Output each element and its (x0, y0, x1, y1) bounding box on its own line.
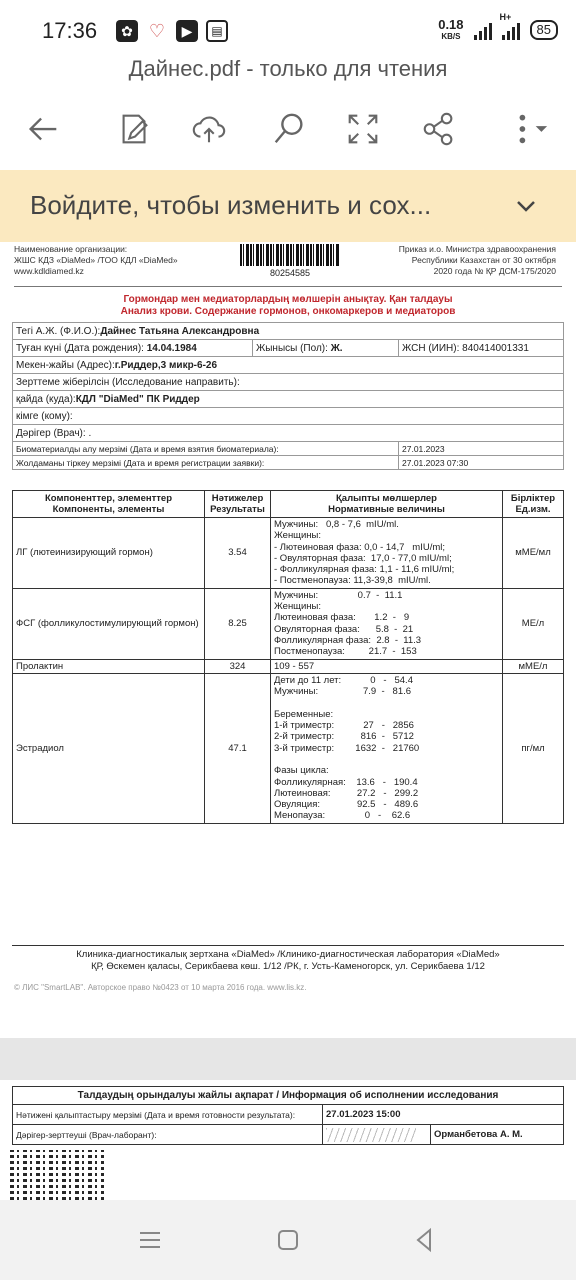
pdf-page (0, 242, 576, 1038)
search-icon (270, 110, 308, 148)
execution-heading: Талдаудың орындалуы жайлы ақпарат / Информация об исполнении исследования (13, 1087, 564, 1105)
copyright-text: © ЛИС "SmartLAB". Авторское право №0423 от 10 марта 2016 года. www.lis.kz. (14, 983, 307, 992)
patient-info-table (12, 322, 564, 470)
lab-doctor-name: Орманбетова А. М. (431, 1125, 564, 1145)
component-name: ФСГ (фолликулостимулирующий гормон) (13, 588, 205, 659)
barcode-image (240, 244, 340, 266)
ready-date-value: 27.01.2023 15:00 (323, 1105, 564, 1125)
nav-recents-button[interactable] (130, 1220, 170, 1260)
org-header: Наименование организации: ЖШС КДЗ «DiaMed» /ТОО КДЛ «DiaMed» www.kdldiamed.kz (14, 244, 178, 276)
upload-button[interactable] (184, 104, 234, 154)
table-row (13, 518, 564, 589)
barcode (240, 244, 340, 278)
unit: мМЕ/л (503, 659, 564, 673)
execution-info-table (12, 1086, 564, 1145)
notification-icons (116, 20, 228, 42)
lab-doctor-label: Дәрігер-зерттеуші (Врач-лаборант): (13, 1125, 323, 1145)
component-name: Пролактин (13, 659, 205, 673)
status-right (438, 12, 558, 42)
share-button[interactable] (414, 104, 464, 154)
network-speed: 0.18 KB/S (438, 17, 464, 41)
document-title: Дайнес.pdf - только для чтения (128, 56, 448, 81)
signin-banner-text: Войдите, чтобы изменить и сох... (30, 190, 432, 220)
sample-date-label: Биоматериалды алу мерзімі (Дата и время взятия биоматериала): (13, 442, 399, 456)
app-notification-icon: ✿ (116, 20, 138, 42)
result-value: 47.1 (205, 673, 271, 823)
signin-banner[interactable] (0, 170, 576, 242)
youtube-icon: ▶ (176, 20, 198, 42)
reference-range: Мужчины: 0.7 - 11.1 Женщины: Лютеиновая фаза: 1.2 - 9 Овуляторная фаза: 5.8 - 21 Фолликулярная фаза: 2.8 - 11.3 Постменопауза: 21.7 - 153 (271, 588, 503, 659)
reference-range: Дети до 11 лет: 0 - 54.4 Мужчины: 7.9 - 81.6 Беременные: 1-й триместр: 27 - 2856 2-й триместр: 816 - 5712 3-й триместр: 1632 - 21760 Фазы цикла: Фолликулярная: 13.6 - 190.4 Лютеиновая: 27.2 - 299.2 Овуляция: 92.5 - 489.6 Менопауза: 0 - 62.6 (271, 673, 503, 823)
header-unit: Бірліктер Ед.изм. (503, 491, 564, 518)
result-value: 8.25 (205, 588, 271, 659)
app-bar (0, 56, 576, 170)
reg-date-value: 27.01.2023 07:30 (399, 456, 564, 470)
pdf-page-2 (0, 1080, 576, 1200)
whom-row: кімге (кому): (13, 408, 564, 425)
unit: МЕ/л (503, 588, 564, 659)
table-row (13, 588, 564, 659)
search-button[interactable] (264, 104, 314, 154)
report-title: Гормондар мен медиаторлардың мөлшерін анықтау. Қан талдауы Анализ крови. Содержание гормонов, онкомаркеров и медиаторов (120, 294, 456, 317)
nav-home-icon (274, 1226, 302, 1254)
patient-name-row: Тегі А.Ж. (Ф.И.О.):Дайнес Татьяна Александровна (13, 323, 564, 340)
address-row: Мекен-жайы (Адрес):г.Риддер,3 микр-6-26 (13, 357, 564, 374)
divider (14, 286, 562, 287)
mobile-data-icon: H+ (502, 20, 520, 40)
sex-cell: Жынысы (Пол): Ж. (253, 340, 399, 357)
nav-back-button[interactable] (404, 1220, 444, 1260)
ready-date-label: Нәтижені қалыптастыру мерзімі (Дата и время готовности результата): (13, 1105, 323, 1125)
status-bar (0, 0, 576, 56)
order-reference: Приказ и.о. Министра здравоохранения Республики Казахстан от 30 октября 2020 года № ҚР ДСМ-175/2020 (398, 244, 556, 276)
system-nav-bar (0, 1200, 576, 1280)
edit-document-icon (116, 110, 154, 148)
lab-footer: Клиника-диагностикалық зертхана «DiaMed» /Клинико-диагностическая лаборатория «DiaMed» ҚР, Өскемен қаласы, Серикбаева көш. 1/12 /РК, г. Усть-Каменогорск, ул. Серикбаева 1/12 (76, 949, 500, 972)
component-name: Эстрадиол (13, 673, 205, 823)
status-time: 17:36 (42, 18, 98, 43)
qr-code (10, 1150, 104, 1200)
signal-icon (474, 20, 492, 40)
page-gap (0, 1038, 576, 1080)
more-menu-icon (506, 110, 554, 148)
table-row (13, 659, 564, 673)
footer-divider (12, 945, 564, 946)
nav-back-icon (410, 1226, 438, 1254)
battery-icon: 85 (530, 20, 558, 40)
doctor-row: Дәрігер (Врач): . (13, 425, 564, 442)
dob-cell: Туған күні (Дата рождения): 14.04.1984 (13, 340, 253, 357)
barcode-number: 80254585 (269, 268, 311, 278)
health-app-icon: ♡ (146, 20, 168, 42)
reference-range: 109 - 557 (271, 659, 503, 673)
result-value: 3.54 (205, 518, 271, 589)
table-row (13, 673, 564, 823)
cloud-upload-icon (190, 110, 228, 148)
signature (323, 1125, 431, 1145)
header-norm: Қалыпты мөлшерлер Нормативные величины (271, 491, 503, 518)
component-name: ЛГ (лютеинизирующий гормон) (13, 518, 205, 589)
results-table (12, 490, 564, 824)
reg-date-label: Жолдаманы тіркеу мерзімі (Дата и время регистрации заявки): (13, 456, 399, 470)
nav-recents-icon (136, 1226, 164, 1254)
referral-row: Зерттеме жіберілсін (Исследование направить): (13, 374, 564, 391)
reference-range: Мужчины: 0,8 - 7,6 mIU/ml. Женщины: - Лютеиновая фаза: 0,0 - 14,7 mIU/ml; - Овуляторная фаза: 17,0 - 77,0 mIU/ml; - Фолликулярная фаза: 1,1 - 11,6 mIU/ml; - Постменопауза: 11,3-39,8 mIU/ml. (271, 518, 503, 589)
back-arrow-icon (24, 110, 62, 148)
unit: пг/мл (503, 673, 564, 823)
share-icon (420, 110, 458, 148)
unit: мМЕ/мл (503, 518, 564, 589)
fullscreen-icon (344, 110, 382, 148)
chevron-down-icon[interactable] (512, 192, 540, 220)
signature-image (326, 1128, 416, 1142)
toolbar (0, 104, 576, 154)
nav-home-button[interactable] (268, 1220, 308, 1260)
iin-cell: ЖСН (ИИН): 840414001331 (399, 340, 564, 357)
header-component: Компоненттер, элементтер Компоненты, элементы (13, 491, 205, 518)
back-button[interactable] (18, 104, 68, 154)
edit-button[interactable] (110, 104, 160, 154)
news-icon: ▤ (206, 20, 228, 42)
header-result: Нәтижелер Результаты (205, 491, 271, 518)
result-value: 324 (205, 659, 271, 673)
where-row: қайда (куда):КДЛ "DiaMed" ПК Риддер (13, 391, 564, 408)
more-menu-button[interactable] (500, 104, 560, 154)
sample-date-value: 27.01.2023 (399, 442, 564, 456)
fullscreen-button[interactable] (338, 104, 388, 154)
